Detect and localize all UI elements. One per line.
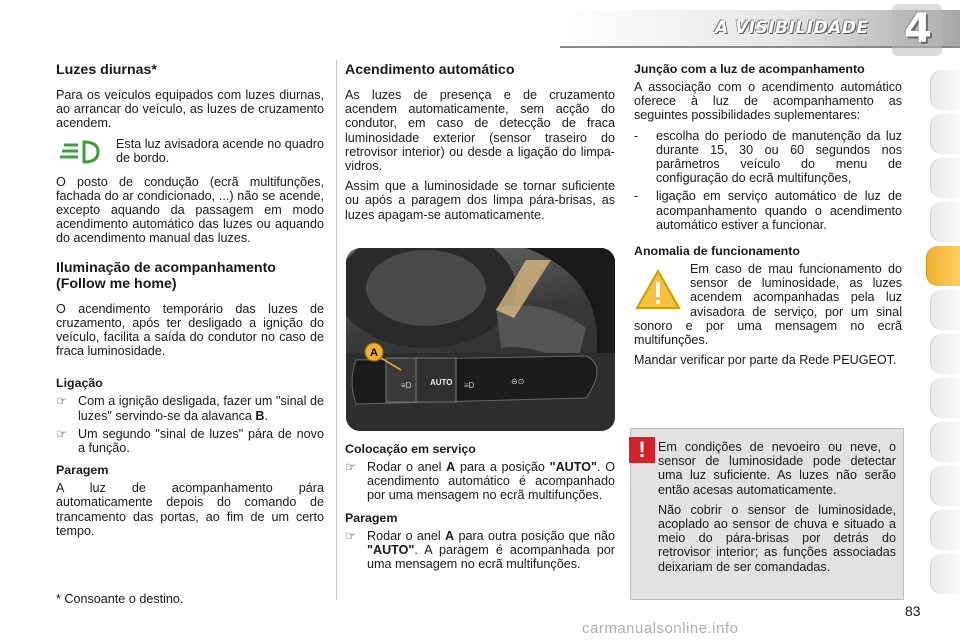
page-header (0, 0, 960, 58)
chapter-tab[interactable] (930, 334, 960, 374)
chapter-tab-active[interactable] (926, 246, 960, 286)
chapter-tab[interactable] (930, 70, 960, 110)
svg-text:≡D: ≡D (401, 381, 412, 390)
column-divider (336, 60, 337, 600)
column-middle-lower (345, 442, 615, 575)
list-item-bold: A (445, 528, 455, 543)
paragraph: A luz de acompanhamento pára automaticamente depois do comando de trancamento das portas, ao fim de um certo tempo. (56, 481, 324, 538)
chapter-tab[interactable] (930, 510, 960, 550)
list-item-text: . (264, 408, 268, 423)
list-item-text: para a posição (455, 460, 550, 474)
svg-text:⊖⊙: ⊖⊙ (511, 377, 525, 386)
paragraph: O posto de condução (ecrã multifunções, fachada do ar condicionado, ...) não se acende, excepto aquando da passagem em modo acendimento automático das luzes ou aquando do acendimento manual das luzes. (56, 174, 324, 246)
section-heading: Luzes diurnas* (56, 62, 157, 78)
section-heading: Iluminação de acompanhamento (Follow me home) (56, 259, 276, 292)
watermark: carmanualsonline.info (582, 620, 739, 637)
list-item (634, 189, 902, 232)
list-item-text: . O acendimento automático é acompanhado por uma mensagem no ecrã multifunções. (367, 460, 615, 503)
warning-triangle-icon (634, 268, 682, 312)
svg-text:≡D: ≡D (464, 381, 475, 390)
column-middle (345, 62, 615, 228)
subheading: Paragem (56, 463, 109, 478)
list-item-text: Um segundo "sinal de luzes" pára de novo a função. (78, 426, 324, 456)
exclamation-icon: ! (629, 437, 655, 463)
subheading: Ligação (56, 376, 103, 391)
paragraph: A associação com o acendimento automático oferece à luz de acompanhamento as seguintes possibilidades suplementares: (634, 80, 902, 123)
list-item (56, 394, 324, 422)
chapter-tab[interactable] (930, 202, 960, 242)
chapter-tab[interactable] (930, 290, 960, 330)
paragraph: Para os veículos equipados com luzes diurnas, ao arrancar do veículo, as luzes de cruzamento acendem. (56, 88, 324, 131)
list-item (634, 129, 902, 186)
chapter-tab[interactable] (930, 114, 960, 154)
list-item-text: . A paragem é acompanhada por uma mensagem no ecrã multifunções. (367, 542, 615, 572)
chapter-tab[interactable] (930, 378, 960, 418)
paragraph: O acendimento temporário das luzes de cruzamento, após ter desligado a ignição do veículo, facilita a saída do condutor no caso de fraca luminosidade. (56, 301, 324, 359)
list-item-bold: "AUTO" (367, 542, 415, 557)
paragraph: As luzes de presença e de cruzamento acendem automaticamente, sem acção do condutor, em caso de detecção de fraca luminosidade exterior (sensor traseiro do retrovisor interior) ou desde a ligação do limpa-vidros. (345, 88, 615, 174)
section-heading: Acendimento automático (345, 62, 515, 78)
chapter-tab[interactable] (930, 554, 960, 594)
paragraph: Mandar verificar por parte da Rede PEUGEOT. (634, 353, 897, 368)
pointing-hand-icon: ☞ (56, 426, 68, 441)
chapter-tab[interactable] (930, 422, 960, 462)
list-item-text: Rodar o anel (367, 528, 446, 543)
paragraph: Assim que a luminosidade se tornar suficiente ou após a paragem dos limpa pára-brisas, as luzes apagam-se automaticamente. (345, 179, 615, 222)
chapter-tab[interactable] (930, 466, 960, 506)
list-item-text: para outra posição que não (454, 528, 615, 543)
dash-marker: - (634, 189, 639, 204)
list-item (345, 460, 615, 503)
footnote: * Consoante o destino. (56, 592, 184, 606)
subheading: Junção com a luz de acompanhamento (634, 62, 865, 76)
ring-a-label: A (370, 347, 378, 359)
daytime-lights-indicator-icon (56, 137, 106, 167)
caution-note-text (658, 440, 896, 574)
paragraph: Em caso de mau funcionamento do sensor de luminosidade, as luzes acendem acompanhadas pela luz avisadora de serviço, por um sinal sonoro e por uma mensagem no ecrã multifunções. (634, 262, 902, 348)
lighting-stalk-photo (346, 248, 615, 431)
column-right (634, 62, 902, 373)
paragraph: Em condições de nevoeiro ou neve, o sensor de luminosidade pode detectar uma luz suficiente. As luzes não serão então acesas automaticamente. (658, 440, 896, 497)
stalk-illustration (346, 248, 615, 431)
list-item (56, 427, 324, 455)
subheading: Paragem (345, 510, 398, 525)
chapter-tabs (930, 70, 960, 598)
page-number: 83 (905, 603, 921, 619)
auto-position-label: AUTO (430, 378, 453, 387)
list-item-bold: A (446, 460, 456, 474)
list-item-text: ligação em serviço automático de luz de acompanhamento quando o acendimento automático estiver a funcionar. (656, 189, 902, 232)
subheading: Colocação em serviço (345, 442, 476, 456)
list-item-text: Com a ignição desligada, fazer um "sinal de luzes" servindo-se da alavanca (78, 394, 324, 423)
paragraph: Esta luz avisadora acende no quadro de bordo. (116, 136, 324, 165)
paragraph: Não cobrir o sensor de luminosidade, acoplado ao sensor de chuva e situado a meio do pára-brisas por detrás do retrovisor interior; as funções associadas deixariam de ser comandadas. (658, 502, 896, 574)
dash-marker: - (634, 128, 639, 143)
page-title: A VISIBILIDADE (715, 18, 869, 38)
list-item-bold: B (255, 408, 265, 423)
pointing-hand-icon: ☞ (56, 394, 68, 409)
column-left (56, 62, 324, 544)
pointing-hand-icon: ☞ (345, 528, 357, 543)
pointing-hand-icon: ☞ (345, 460, 357, 474)
list-item (345, 529, 615, 572)
list-item-text: escolha do período de manutenção da luz durante 15, 30 ou 60 segundos nos parâmetros veículo do menu de configuração do ecrã multifunções, (656, 128, 902, 186)
chapter-tab[interactable] (930, 158, 960, 198)
list-item-bold: "AUTO" (549, 460, 598, 474)
list-item-text: Rodar o anel (367, 460, 447, 474)
subheading: Anomalia de funcionamento (634, 244, 800, 259)
chapter-number: 4 (904, 6, 932, 52)
